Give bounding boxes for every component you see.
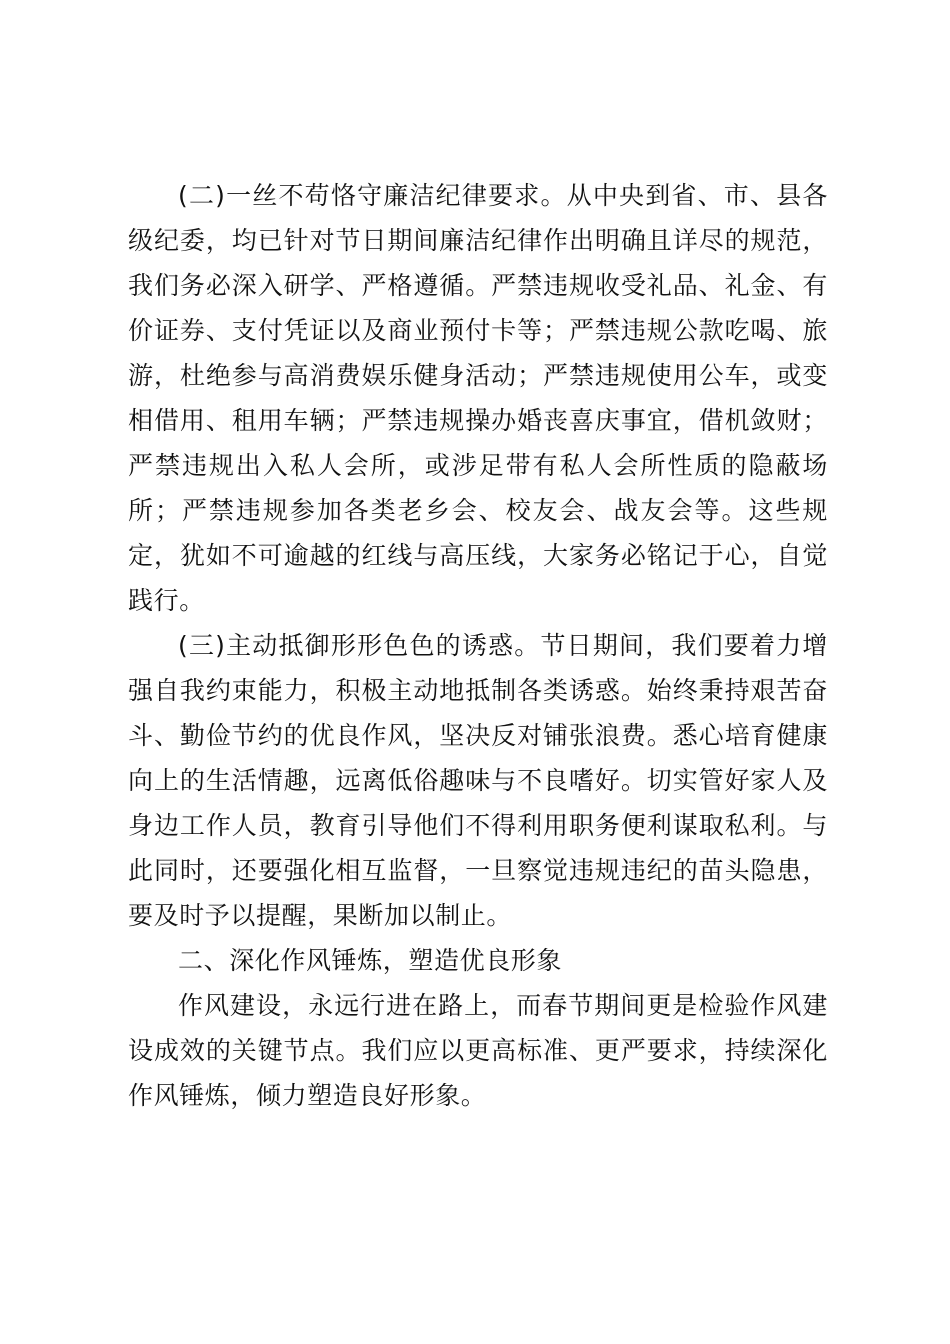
paragraph-integrity-discipline: (二)一丝不苟恪守廉洁纪律要求。从中央到省、市、县各级纪委，均已针对节日期间廉洁纪律作出明确且详尽的规范，我们务必深入研学、严格遵循。严禁违规收受礼品、礼金、有价证券、支付凭证以及商业预付卡等；严禁违规公款吃喝、旅游，杜绝参与高消费娱乐健身活动；严禁违规使用公车，或变相借用、租用车辆；严禁违规操办婚丧喜庆事宜，借机敛财；严禁违规出入私人会所，或涉足带有私人会所性质的隐蔽场所；严禁违规参加各类老乡会、校友会、战友会等。这些规定，犹如不可逾越的红线与高压线，大家务必铭记于心，自觉践行。 bbox=[128, 181, 828, 615]
paragraph-work-style-intro: 作风建设，永远行进在路上，而春节期间更是检验作风建设成效的关键节点。我们应以更高标准、更严要求，持续深化作风锤炼，倾力塑造良好形象。 bbox=[128, 991, 828, 1110]
paragraph-resist-temptation: (三)主动抵御形形色色的诱惑。节日期间，我们要着力增强自我约束能力，积极主动地抵制各类诱惑。始终秉持艰苦奋斗、勤俭节约的优良作风，坚决反对铺张浪费。悉心培育健康向上的生活情趣，远离低俗趣味与不良嗜好。切实管好家人及身边工作人员，教育引导他们不得利用职务便利谋取私利。与此同时，还要强化相互监督，一旦察觉违规违纪的苗头隐患，要及时予以提醒，果断加以制止。 bbox=[128, 631, 828, 930]
document-body bbox=[128, 173, 828, 1118]
section-heading-work-style: 二、深化作风锤炼，塑造优良形象 bbox=[178, 946, 563, 975]
